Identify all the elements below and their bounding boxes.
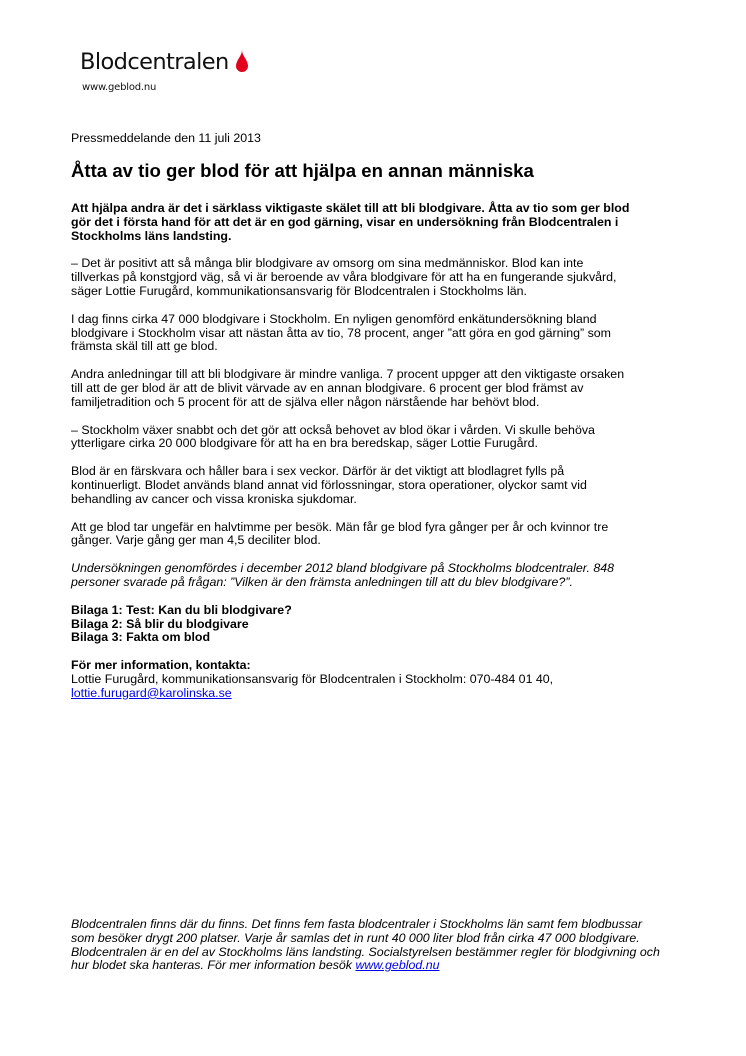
- blood-drop-icon: [235, 50, 249, 74]
- dateline: Pressmeddelande den 11 juli 2013: [71, 131, 261, 145]
- paragraph: – Det är positivt att så många blir blodgivare av omsorg om sina medmänniskor. Blod kan inte tillverkas på konstgjord väg, så vi är beroende av våra blodgivare för att ha en fungerande sjukvård, säger Lottie Furugård, kommunikationsansvarig för Blodcentralen i Stockholms län.: [71, 256, 617, 298]
- survey-note: Undersökningen genomfördes i december 2012 bland blodgivare på Stockholms blodcentraler. 848 personer svarade på frågan: ”Vilken är den främsta anledningen till att du blev blodgivare?”.: [71, 561, 615, 589]
- contact-section: [71, 659, 631, 700]
- page-title: Åtta av tio ger blod för att hjälpa en annan människa: [71, 160, 534, 181]
- paragraph: – Stockholm växer snabbt och det gör att också behovet av blod ökar i vården. Vi skulle behöva ytterligare cirka 20 000 blodgivare för att ha en bra beredskap, säger Lottie Furugård.: [71, 422, 595, 451]
- contact-email-link[interactable]: lottie.furugard@karolinska.se: [71, 685, 232, 700]
- attachment-list: [71, 604, 631, 645]
- attachment-item[interactable]: Bilaga 2: Så blir du blodgivare: [71, 616, 249, 631]
- attachment-item[interactable]: Bilaga 1: Test: Kan du bli blodgivare?: [71, 602, 292, 617]
- footer-description: Blodcentralen finns där du finns. Det finns fem fasta blodcentraler i Stockholms län samt fem blodbussar som besöker drygt 200 platser. Varje år samlas det in runt 40 000 liter blod från cirka 47 000 blodgivare. Blodcentralen är en del av Stockholms läns landsting. Socialstyrelsen bestämmer regler för blodgivning och hur blodet ska hanteras. För mer information besök: [71, 917, 660, 973]
- logo-url: www.geblod.nu: [82, 82, 157, 93]
- paragraph: Blod är en färskvara och håller bara i sex veckor. Därför är det viktigt att blodlagret fylls på kontinuerligt. Blodet används bland annat vid förlossningar, stora operationer, olyckor samt vid behandling av cancer och vissa kroniska sjukdomar.: [71, 464, 587, 506]
- footer: [71, 918, 661, 973]
- paragraph: Andra anledningar till att bli blodgivare är mindre vanliga. 7 procent uppger att den viktigaste orsaken till att de ger blod är att de blivit värvade av en annan blodgivare. 6 procent ger blod främst av familjetradition och 5 procent för att de själva eller någon närstående har behövt blod.: [71, 367, 625, 409]
- paragraph: Att ge blod tar ungefär en halvtimme per besök. Män får ge blod fyra gånger per år och kvinnor tre gånger. Varje gång ger man 4,5 deciliter blod.: [71, 519, 609, 548]
- footer-text: [71, 918, 661, 973]
- attachment-item[interactable]: Bilaga 3: Fakta om blod: [71, 630, 211, 645]
- logo: [80, 47, 249, 77]
- contact-heading: För mer information, kontakta:: [71, 658, 251, 673]
- paragraph: I dag finns cirka 47 000 blodgivare i Stockholm. En nyligen genomförd enkätundersökning bland blodgivare i Stockholm visar att nästan åtta av tio, 78 procent, anger ”att göra en god gärning” som främsta skäl till att ge blod.: [71, 311, 611, 354]
- press-release-body: [71, 131, 631, 701]
- lead-paragraph: Att hjälpa andra är det i särklass viktigaste skälet till att bli blodgivare. Åtta av tio som ger blod gör det i första hand för att det är en god gärning, visar en undersökning från Blodcentralen i Stockholms läns landsting.: [71, 201, 630, 243]
- logo-wordmark: Blodcentralen: [80, 49, 229, 75]
- contact-line: Lottie Furugård, kommunikationsansvarig för Blodcentralen i Stockholm: 070-484 01 40,: [71, 671, 554, 686]
- footer-website-link[interactable]: www.geblod.nu: [355, 958, 440, 973]
